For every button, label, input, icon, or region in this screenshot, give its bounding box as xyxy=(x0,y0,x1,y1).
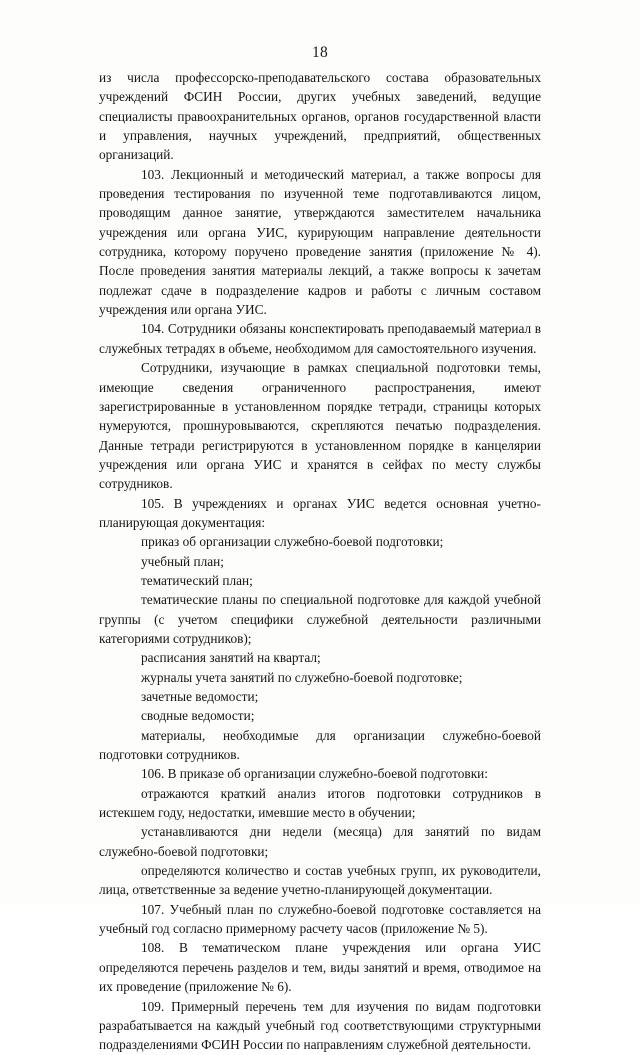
paragraph-104: 104. Сотрудники обязаны конспектировать преподаваемый материал в служебных тетрадях в объеме, необходимом для самостоятельного изучения. xyxy=(99,321,541,356)
paragraph-108: 108. В тематическом плане учреждения или органа УИС определяются перечень разделов и тем, виды занятий и время, отводимое на их проведение (приложение № 6). xyxy=(99,940,541,995)
list-item-105-7: зачетные ведомости; xyxy=(141,689,259,704)
list-item-105-9: материалы, необходимые для организации служебно-боевой подготовки сотрудников. xyxy=(99,727,541,763)
list-item-106-3: определяются количество и состав учебных групп, их руководители, лица, ответственные за ведение учетно-планирующей документации. xyxy=(99,863,541,898)
paragraph-105: 105. В учреждениях и органах УИС ведется основная учетно-планирующая документация: xyxy=(99,495,541,530)
paragraph-106: 106. В приказе об организации служебно-боевой подготовки: xyxy=(141,766,488,782)
list-item-105-2: учебный план; xyxy=(141,553,224,569)
paragraph-continued-102: из числа профессорско-преподавательского состава образовательных учреждений ФСИН России, других учебных заведений, ведущие специалисты правоохранительных органов, органов государственной власти и управления, научных учреждений, предприятий, общественных организаций. xyxy=(99,70,541,163)
paragraph-104a: Сотрудники, изучающие в рамках специальной подготовки темы, имеющие сведения ограниченного распространения, имеют зарегистрированные в установленном порядке тетради, страницы которых нумеруются, прошнуровываются, скрепляются печатью подразделения. Данные тетради регистрируются в установленном порядке в канцелярии учреждения или органа УИС и хранятся в сейфах по месту службы сотрудников. xyxy=(99,360,541,492)
list-item-105-8: сводные ведомости; xyxy=(141,708,255,724)
list-item-105-5: расписания занятий на квартал; xyxy=(141,650,321,666)
list-item-105-1: приказ об организации служебно-боевой подготовки; xyxy=(141,534,444,550)
list-item-106-2: устанавливаются дни недели (месяца) для занятий по видам служебно-боевой подготовки; xyxy=(99,824,541,859)
list-item-105-4: тематические планы по специальной подготовке для каждой учебной группы (с учетом специфики служебной деятельности различными категориями сотрудников); xyxy=(99,592,541,646)
paragraph-107: 107. Учебный план по служебно-боевой подготовке составляется на учебный год согласно примерному расчету часов (приложение № 5). xyxy=(99,901,541,937)
document-body xyxy=(99,68,541,1055)
paragraph-109: 109. Примерный перечень тем для изучения по видам подготовки разрабатывается на каждый учебный год соответствующими структурными подразделениями ФСИН России по направлениям служебной деятельности. xyxy=(99,998,541,1053)
paragraph-103: 103. Лекционный и методический материал, а также вопросы для проведения тестирования по изученной теме подготавливаются лицом, проводящим данное занятие, утверждаются заместителем начальника учреждения или органа УИС, курирующим направление деятельности сотрудника, которому поручено проведение занятия (приложение № 4). После проведения занятия материалы лекций, а также вопросы к зачетам подлежат сдаче в подразделение кадров и работы с личным составом учреждения или органа УИС. xyxy=(99,166,541,318)
list-item-105-6: журналы учета занятий по служебно-боевой подготовке; xyxy=(141,669,463,685)
list-item-106-1: отражаются краткий анализ итогов подготовки сотрудников в истекшем году, недостатки, имевшие место в обучении; xyxy=(99,785,541,821)
list-item-105-3: тематический план; xyxy=(141,572,253,588)
page-number: 18 xyxy=(311,44,329,61)
